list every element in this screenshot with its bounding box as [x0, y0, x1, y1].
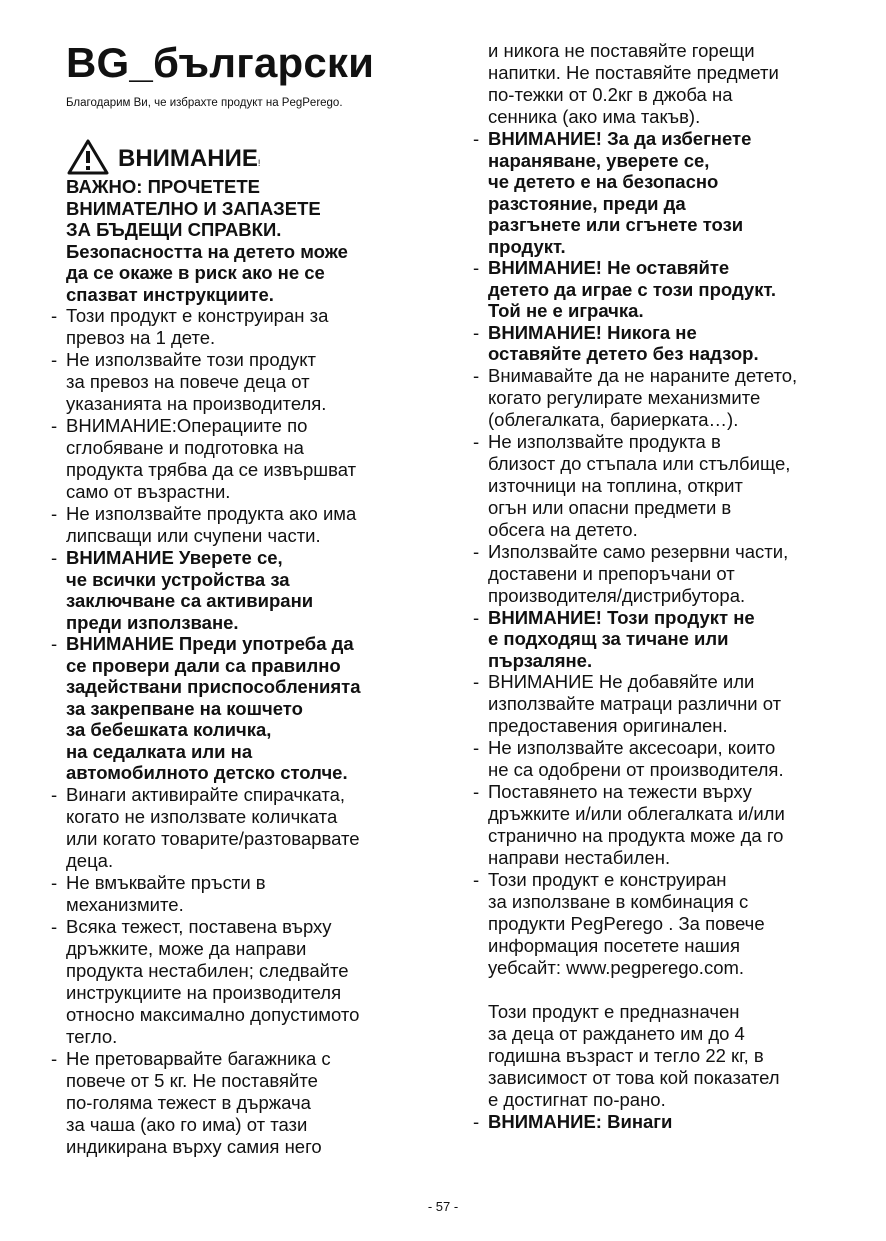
instruction-line: - Не използвайте продукта ако има: [66, 503, 357, 524]
instruction-line: задействани приспособленията: [66, 676, 361, 697]
instruction-line: странично на продукта може да го: [488, 825, 784, 846]
page-number: - 57 -: [427, 1199, 459, 1214]
notice-line: да се окаже в риск ако не се: [66, 262, 325, 283]
instruction-line: за използване в комбинация с: [488, 891, 749, 912]
instruction-line: е достигнат по-рано.: [488, 1089, 666, 1110]
instruction-line: или когато товарите/разтоварвате: [66, 827, 360, 849]
instruction-item: [470, 431, 855, 541]
instruction-line: и никога не поставяйте горещи: [488, 40, 755, 61]
instruction-item: [470, 365, 855, 431]
instruction-line: дръжките, може да направи: [66, 937, 307, 959]
instruction-line: - ВНИМАНИЕ Преди употреба да: [66, 633, 354, 654]
instruction-line: че всички устройства за: [66, 568, 290, 590]
instruction-line: предоставения оригинален.: [488, 715, 728, 736]
instruction-item: [48, 349, 433, 415]
instruction-line: информация посетете нашия: [488, 935, 741, 956]
instruction-line: - Не вмъквайте пръсти в: [66, 871, 266, 893]
left-instruction-list: [48, 305, 433, 1158]
instruction-item: [470, 541, 855, 607]
instruction-line: указанията на производителя.: [66, 393, 327, 414]
instruction-line: продукти PegPerego . За повече: [488, 913, 765, 934]
instruction-line: - ВНИМАНИЕ! За да избегнете: [488, 128, 752, 149]
notice-line: Безопасността на детето може: [66, 240, 348, 262]
instruction-line: деца.: [66, 849, 114, 871]
instruction-item: [470, 869, 855, 979]
instruction-line: разстояние, преди да: [488, 192, 686, 214]
important-notice: [66, 176, 433, 241]
instruction-line: продукт.: [488, 235, 566, 257]
instruction-line: пързаляне.: [488, 649, 593, 671]
notice-line: ВНИМАТЕЛНО И ЗАПАЗЕТЕ: [66, 197, 321, 219]
instruction-line: - Този продукт е конструиран за: [66, 305, 329, 326]
instruction-item: [470, 257, 855, 322]
instruction-line: разгънете или сгънете този: [488, 214, 744, 235]
right-instruction-list: [470, 40, 855, 1133]
instruction-item: [470, 781, 855, 869]
instruction-line: автомобилното детско столче.: [66, 762, 348, 783]
right-column: [470, 40, 855, 1133]
instruction-line: когато не използвате количката: [66, 805, 338, 827]
warning-exclamation: !: [257, 158, 261, 168]
instruction-line: повече от 5 кг. Не поставяйте: [66, 1069, 318, 1091]
instruction-line: годишна възраст и тегло 22 кг, в: [488, 1045, 764, 1066]
instruction-item: [48, 784, 433, 872]
instruction-line: Той не е играчка.: [488, 300, 644, 321]
instruction-line: на седалката или на: [66, 740, 253, 762]
instruction-line: огън или опасни предмети в: [488, 496, 732, 518]
instruction-line: - Този продукт е конструиран: [488, 869, 727, 890]
instruction-line: - Не използвайте аксесоари, които: [488, 737, 776, 758]
instruction-line: не са одобрени от производителя.: [488, 759, 784, 780]
instruction-item: [470, 671, 855, 737]
instruction-line: заключване са активирани: [66, 590, 314, 611]
instruction-item: [470, 128, 855, 257]
instruction-line: - ВНИМАНИЕ Уверете се,: [66, 547, 283, 568]
warning-heading: [66, 140, 433, 176]
instruction-line: за превоз на повече деца от: [66, 371, 310, 392]
notice-line: ЗА БЪДЕЩИ СПРАВКИ.: [66, 219, 282, 240]
instruction-line: - Всяка тежест, поставена върху: [66, 915, 332, 937]
instruction-item: [470, 322, 855, 365]
instruction-line: - ВНИМАНИЕ! Никога не: [488, 321, 697, 343]
instruction-line: инструкциите на производителя: [66, 981, 342, 1003]
page-title: BG_български: [66, 39, 375, 86]
instruction-line: Този продукт е предназначен: [488, 1001, 740, 1022]
instruction-line: продукта трябва да се извършват: [66, 459, 357, 480]
instruction-line: направи нестабилен.: [488, 847, 671, 868]
instruction-line: за бебешката количка,: [66, 719, 272, 740]
warning-triangle-icon: [66, 138, 110, 176]
instruction-item: [48, 872, 433, 916]
instruction-line: когато регулирате механизмите: [488, 386, 761, 408]
thank-you-note: Благодарим Ви, че избрахте продукт на PegPerego.: [66, 97, 343, 109]
notice-line: спазват инструкциите.: [66, 283, 274, 305]
instruction-line: се провери дали са правилно: [66, 654, 341, 676]
warning-label: ВНИМАНИЕ!: [118, 145, 261, 172]
instruction-line: - ВНИМАНИЕ! Не оставяйте: [488, 257, 730, 278]
instruction-item: [48, 633, 433, 784]
instruction-line: доставени и препоръчани от: [488, 562, 735, 584]
left-column: [48, 40, 433, 1158]
instruction-line: - Внимавайте да не нараните детето,: [488, 364, 798, 386]
instruction-item: [48, 305, 433, 349]
instruction-line: за закрепване на кошчето: [66, 697, 303, 719]
instruction-line: обсега на детето.: [488, 518, 638, 540]
instruction-item: [48, 547, 433, 633]
instruction-item: [470, 1001, 855, 1111]
instruction-item: [48, 1048, 433, 1158]
instruction-line: (облегалката, бариерката…).: [488, 408, 739, 430]
instruction-line: - Не използвайте продукта в: [488, 430, 721, 452]
instruction-line: - ВНИМАНИЕ Не добавяйте или: [488, 671, 755, 692]
instruction-line: - Не използвайте този продукт: [66, 349, 317, 370]
instruction-line: по-тежки от 0.2кг в джоба на: [488, 84, 733, 105]
instruction-line: производителя/дистрибутора.: [488, 584, 746, 606]
instruction-line: продукта нестабилен; следвайте: [66, 959, 349, 981]
instruction-line: - ВНИМАНИЕ! Този продукт не: [488, 606, 755, 628]
instruction-line: липсващи или счупени части.: [66, 525, 321, 546]
instruction-line: оставяйте детето без надзор.: [488, 343, 759, 364]
instruction-line: - Не претоварвайте багажника с: [66, 1047, 331, 1069]
instruction-line: преди използване.: [66, 611, 239, 633]
instruction-line: уебсайт: www.pegperego.com.: [488, 957, 745, 978]
instruction-item: [470, 40, 855, 128]
instruction-item: [48, 916, 433, 1048]
instruction-line: - ВНИМАНИЕ:Операциите по: [66, 415, 308, 436]
instruction-line: относно максимално допустимото: [66, 1003, 360, 1025]
instruction-item: [470, 607, 855, 672]
instruction-item: [48, 415, 433, 503]
instruction-line: за деца от раждането им до 4: [488, 1023, 745, 1044]
instruction-line: по-голяма тежест в държача: [66, 1091, 311, 1113]
instruction-line: - ВНИМАНИЕ: Винаги: [488, 1111, 673, 1132]
instruction-line: сглобяване и подготовка на: [66, 437, 304, 458]
instruction-line: е подходящ за тичане или: [488, 628, 729, 649]
instruction-line: индикирана върху самия него: [66, 1135, 322, 1157]
instruction-line: близост до стъпала или стълбище,: [488, 452, 791, 474]
notice-line: ВАЖНО: ПРОЧЕТЕТЕ: [66, 176, 260, 197]
instruction-line: само от възрастни.: [66, 481, 231, 502]
instruction-line: за чаша (ако го има) от тази: [66, 1113, 308, 1135]
instruction-line: дръжките и/или облегалката и/или: [488, 803, 785, 824]
instruction-line: механизмите.: [66, 893, 184, 915]
instruction-line: зависимост от това кой показател: [488, 1067, 780, 1088]
instruction-line: тегло.: [66, 1025, 118, 1047]
instruction-line: - Винаги активирайте спирачката,: [66, 783, 346, 805]
instruction-line: превоз на 1 дете.: [66, 327, 216, 348]
instruction-line: напитки. Не поставяйте предмети: [488, 62, 779, 83]
instruction-item: [470, 737, 855, 781]
instruction-line: - Използвайте само резервни части,: [488, 540, 789, 562]
safety-notice: [66, 241, 433, 306]
instruction-line: нараняване, уверете се,: [488, 149, 710, 171]
instruction-line: използвайте матраци различни от: [488, 693, 782, 714]
instruction-line: че детето е на безопасно: [488, 171, 719, 192]
instruction-line: детето да играе с този продукт.: [488, 278, 777, 300]
instruction-item: [470, 1111, 855, 1133]
instruction-line: сенника (ако има такъв).: [488, 106, 701, 127]
instruction-line: източници на топлина, открит: [488, 474, 743, 496]
instruction-item: [48, 503, 433, 547]
instruction-line: - Поставянето на тежести върху: [488, 781, 752, 802]
